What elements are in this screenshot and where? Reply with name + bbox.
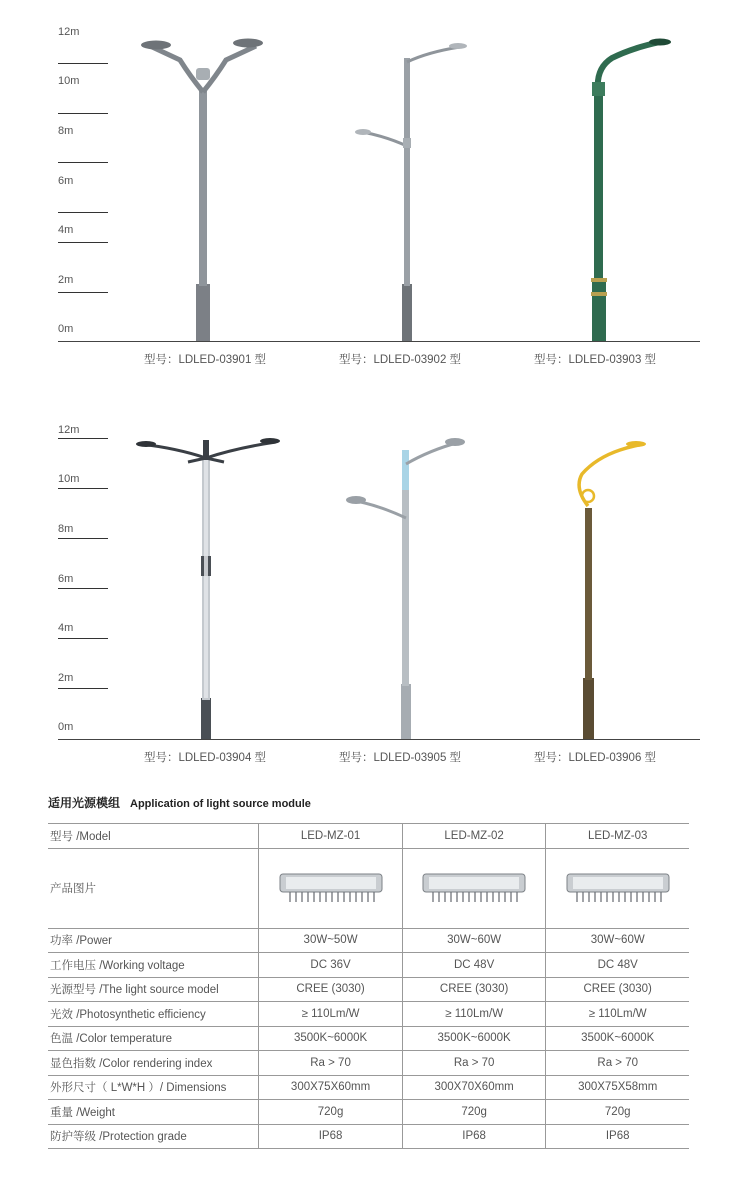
table-cell: ≥ 110Lm/W	[402, 1002, 546, 1027]
pole-panel-row2	[0, 418, 750, 768]
table-cell: DC 48V	[546, 953, 689, 978]
table-cell: DC 36V	[259, 953, 403, 978]
table-cell: CREE (3030)	[546, 977, 689, 1002]
scale-label-2m: 2m	[58, 274, 74, 286]
table-row	[48, 953, 689, 978]
scale-label-6m: 6m	[58, 573, 74, 585]
table-row-label: 产品图片	[48, 848, 259, 928]
model-label-03902: 型号：LDLED-03902 型	[338, 354, 462, 366]
table-cell: 300X75X58mm	[546, 1075, 689, 1100]
street-light-03903	[591, 39, 671, 342]
table-cell: 720g	[402, 1100, 546, 1125]
spec-table	[48, 823, 689, 1149]
table-cell: 720g	[259, 1100, 403, 1125]
model-label-03904: 型号：LDLED-03904 型	[143, 752, 267, 764]
table-cell: ≥ 110Lm/W	[259, 1002, 403, 1027]
table-row	[48, 1124, 689, 1149]
scale-label-10m: 10m	[58, 473, 80, 485]
table-cell: 30W~60W	[546, 928, 689, 953]
model-label-03905: 型号：LDLED-03905 型	[338, 752, 462, 764]
street-light-illustrations	[0, 418, 750, 740]
scale-label-0m: 0m	[58, 323, 74, 335]
pole-panel-row1	[0, 20, 750, 370]
street-light-03904	[136, 438, 280, 739]
scale-label-6m: 6m	[58, 175, 74, 187]
table-cell: Ra > 70	[259, 1051, 403, 1076]
street-light-03906	[579, 441, 646, 739]
scale-label-4m: 4m	[58, 224, 74, 236]
street-light-03902	[355, 43, 467, 341]
table-cell: CREE (3030)	[402, 977, 546, 1002]
scale-label-0m: 0m	[58, 721, 74, 733]
scale-label-4m: 4m	[58, 622, 74, 634]
table-header-cell: LED-MZ-01	[259, 824, 403, 849]
table-cell: 720g	[546, 1100, 689, 1125]
table-row	[48, 1075, 689, 1100]
table-header-cell: LED-MZ-02	[402, 824, 546, 849]
street-light-03905	[346, 438, 465, 739]
table-row	[48, 1026, 689, 1051]
scale-label-2m: 2m	[58, 672, 74, 684]
table-cell: Ra > 70	[402, 1051, 546, 1076]
led-module-image	[276, 870, 386, 906]
table-cell: IP68	[546, 1124, 689, 1149]
table-header-row	[48, 824, 689, 849]
table-cell: ≥ 110Lm/W	[546, 1002, 689, 1027]
table-cell: 3500K~6000K	[546, 1026, 689, 1051]
table-cell: Ra > 70	[546, 1051, 689, 1076]
table-cell: 30W~50W	[259, 928, 403, 953]
table-row-label: 型号 /Model	[48, 824, 259, 849]
table-row-label: 光源型号 /The light source model	[48, 977, 259, 1002]
street-light-illustrations	[0, 20, 750, 342]
table-row-label: 外形尺寸（ L*W*H ）/ Dimensions	[48, 1075, 259, 1100]
table-row-label: 工作电压 /Working voltage	[48, 953, 259, 978]
section-title	[48, 794, 311, 811]
table-row-label: 显色指数 /Color rendering index	[48, 1051, 259, 1076]
table-row	[48, 1051, 689, 1076]
table-cell: 3500K~6000K	[402, 1026, 546, 1051]
model-label-03901: 型号：LDLED-03901 型	[143, 354, 267, 366]
scale-label-12m: 12m	[58, 424, 80, 436]
table-row-label: 功率 /Power	[48, 928, 259, 953]
table-row-label: 防护等级 /Protection grade	[48, 1124, 259, 1149]
table-row-label: 重量 /Weight	[48, 1100, 259, 1125]
model-label-03903: 型号：LDLED-03903 型	[533, 354, 657, 366]
table-row	[48, 1002, 689, 1027]
street-light-03901	[141, 39, 263, 342]
table-image-row	[48, 848, 689, 928]
table-row	[48, 977, 689, 1002]
table-row-label: 光效 /Photosynthetic efficiency	[48, 1002, 259, 1027]
scale-label-10m: 10m	[58, 75, 80, 87]
table-row	[48, 928, 689, 953]
table-cell: 30W~60W	[402, 928, 546, 953]
scale-label-12m: 12m	[58, 26, 80, 38]
scale-label-8m: 8m	[58, 125, 74, 137]
table-cell: IP68	[259, 1124, 403, 1149]
model-label-03906: 型号：LDLED-03906 型	[533, 752, 657, 764]
table-cell: 300X70X60mm	[402, 1075, 546, 1100]
table-cell: CREE (3030)	[259, 977, 403, 1002]
table-header-cell: LED-MZ-03	[546, 824, 689, 849]
section-title-en: Application of light source module	[130, 798, 311, 810]
scale-label-8m: 8m	[58, 523, 74, 535]
table-row-label: 色温 /Color temperature	[48, 1026, 259, 1051]
table-row	[48, 1100, 689, 1125]
table-cell: 300X75X60mm	[259, 1075, 403, 1100]
led-module-image	[563, 870, 673, 906]
section-title-cn: 适用光源模组	[48, 796, 121, 810]
table-cell: IP68	[402, 1124, 546, 1149]
table-cell: 3500K~6000K	[259, 1026, 403, 1051]
led-module-image	[419, 870, 529, 906]
table-cell: DC 48V	[402, 953, 546, 978]
